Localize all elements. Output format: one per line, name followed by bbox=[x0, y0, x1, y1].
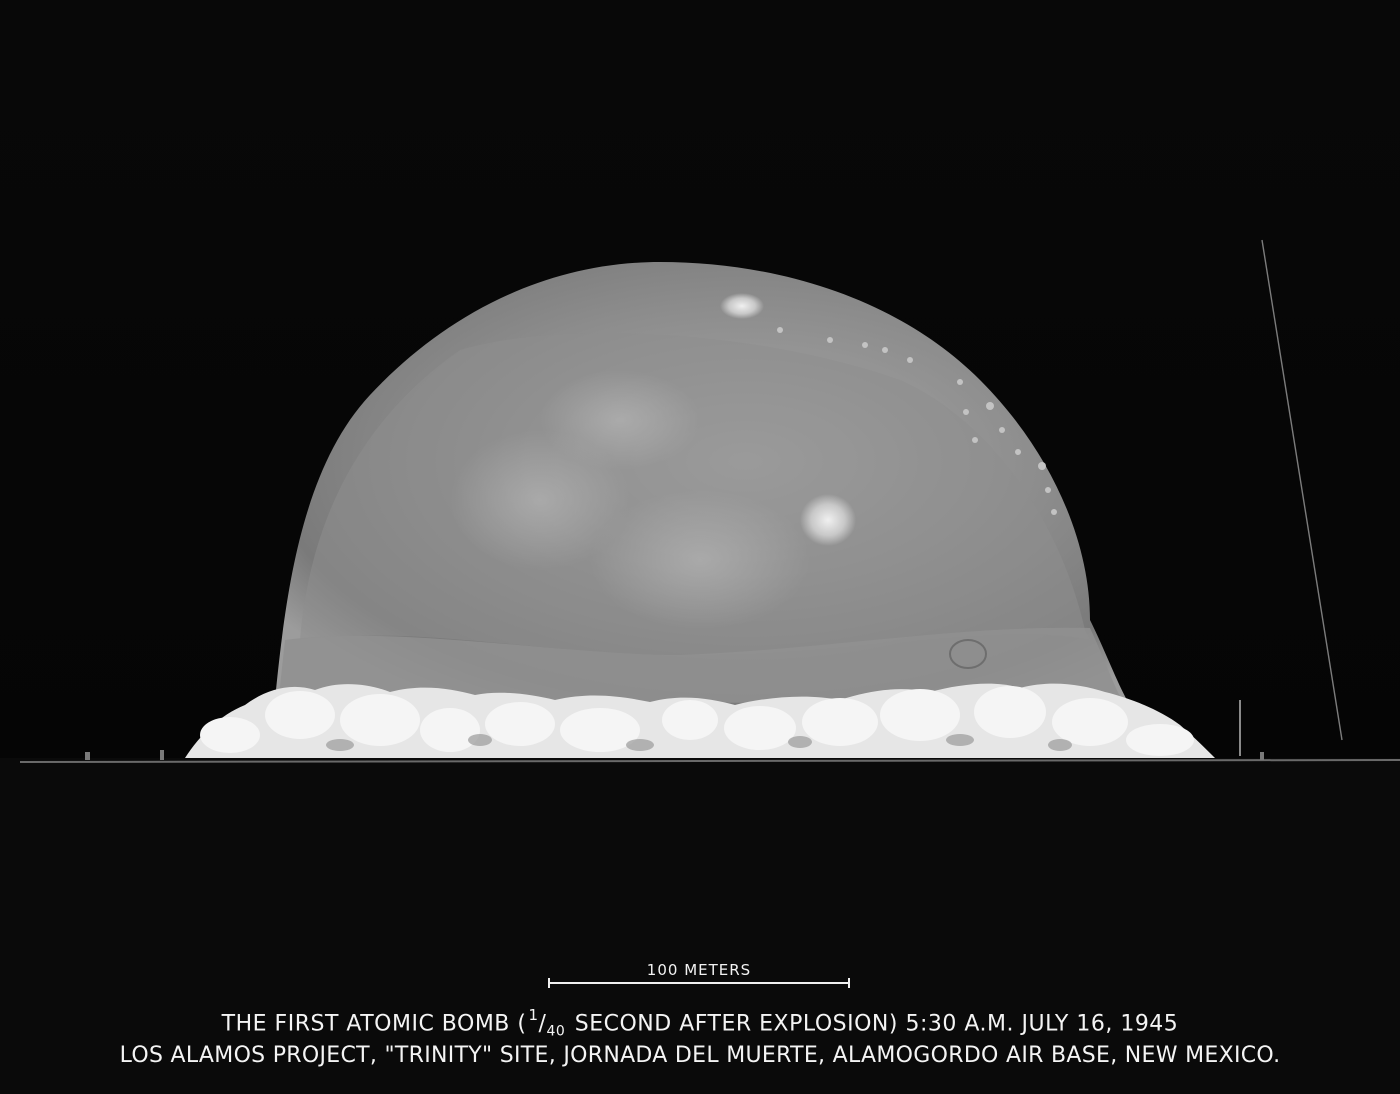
scale-label: 100 METERS bbox=[646, 961, 752, 979]
scale-bar bbox=[548, 978, 850, 988]
caption-fraction: $^1/_{40}$ bbox=[528, 1006, 566, 1040]
caption-line-1-end: SECOND AFTER EXPLOSION) 5:30 A.M. JULY 16, 1945 bbox=[567, 1011, 1179, 1037]
caption-line-1 bbox=[0, 1008, 1400, 1040]
fraction-denominator: 40 bbox=[546, 1023, 566, 1040]
fraction-numerator: 1 bbox=[528, 1006, 539, 1024]
caption-line-2: LOS ALAMOS PROJECT, "TRINITY" SITE, JORNADA DEL MUERTE, ALAMOGORDO AIR BASE, NEW MEXICO. bbox=[119, 1043, 1281, 1068]
hot-spot bbox=[800, 494, 856, 546]
caption-line-1-start: THE FIRST ATOMIC BOMB ( bbox=[221, 1011, 527, 1037]
hot-spot bbox=[720, 293, 764, 319]
